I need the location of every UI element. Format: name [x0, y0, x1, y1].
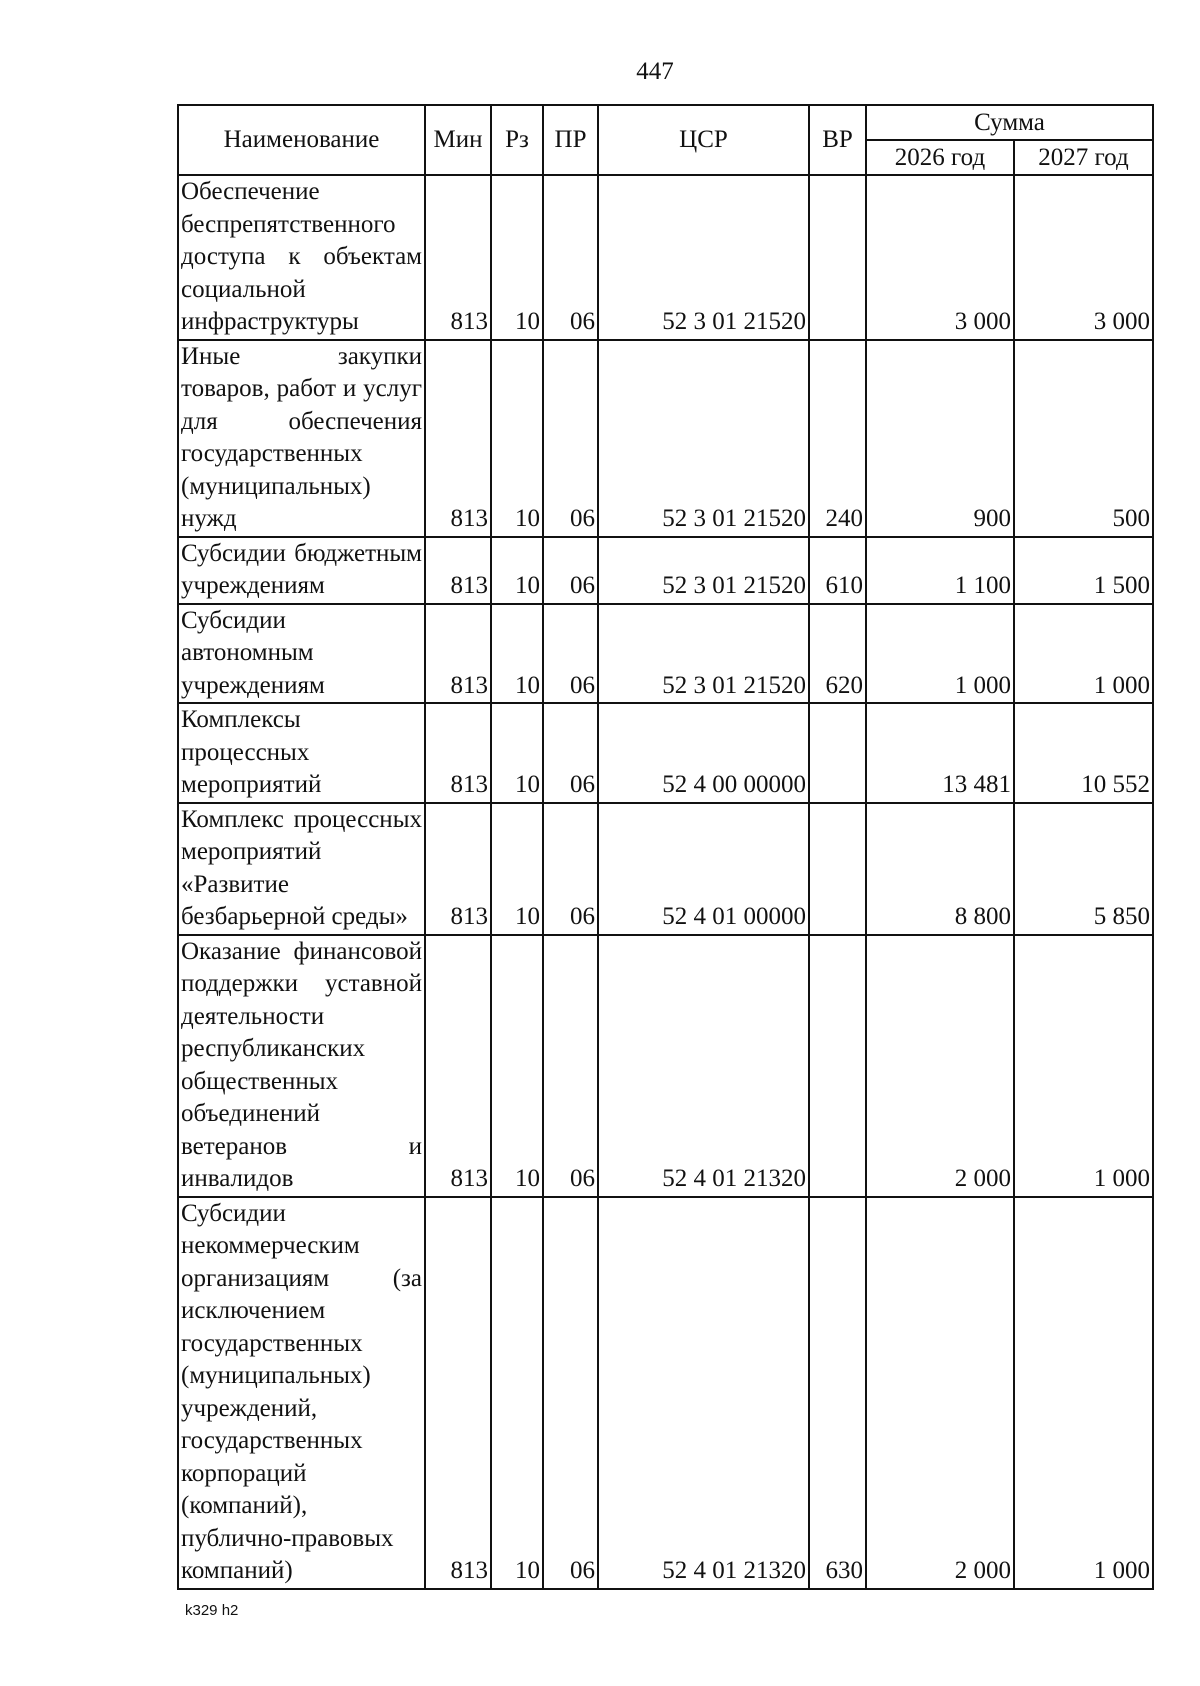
cell-2026: 13 481 [866, 703, 1014, 803]
col-header-2027: 2027 год [1014, 140, 1153, 175]
cell-2027: 1 500 [1014, 537, 1153, 604]
cell-rz: 10 [491, 935, 543, 1197]
cell-csr: 52 3 01 21520 [598, 175, 809, 340]
cell-rz: 10 [491, 604, 543, 704]
table-row [178, 1197, 1153, 1589]
cell-vr: 620 [809, 604, 866, 704]
cell-name: Комплексы процессных мероприятий [178, 703, 425, 803]
cell-min: 813 [425, 340, 491, 537]
cell-name: Субсидии автономным учреждениям [178, 604, 425, 704]
cell-vr [809, 803, 866, 935]
cell-min: 813 [425, 703, 491, 803]
cell-pr: 06 [543, 537, 598, 604]
cell-min: 813 [425, 175, 491, 340]
cell-vr: 610 [809, 537, 866, 604]
table-row [178, 935, 1153, 1197]
cell-name: Оказание финансовой поддержки уставной деятельности республиканских общественных объединений ветеранов и инвалидов [178, 935, 425, 1197]
cell-csr: 52 4 00 00000 [598, 703, 809, 803]
page-number: 447 [636, 58, 674, 85]
cell-pr: 06 [543, 604, 598, 704]
cell-vr [809, 935, 866, 1197]
cell-vr [809, 175, 866, 340]
table-row [178, 604, 1153, 704]
col-header-rz: Рз [491, 105, 543, 175]
cell-2026: 8 800 [866, 803, 1014, 935]
col-header-min: Мин [425, 105, 491, 175]
table-row [178, 803, 1153, 935]
cell-2027: 5 850 [1014, 803, 1153, 935]
footer-document-code: k329 h2 [185, 1602, 239, 1619]
cell-2027: 1 000 [1014, 1197, 1153, 1589]
col-header-name: Наименование [178, 105, 425, 175]
cell-2026: 3 000 [866, 175, 1014, 340]
cell-2026: 2 000 [866, 935, 1014, 1197]
cell-csr: 52 3 01 21520 [598, 604, 809, 704]
cell-min: 813 [425, 604, 491, 704]
col-header-vr: ВР [809, 105, 866, 175]
cell-rz: 10 [491, 537, 543, 604]
cell-csr: 52 4 01 21320 [598, 1197, 809, 1589]
cell-pr: 06 [543, 803, 598, 935]
cell-vr: 240 [809, 340, 866, 537]
cell-2027: 500 [1014, 340, 1153, 537]
table-row [178, 537, 1153, 604]
cell-csr: 52 3 01 21520 [598, 340, 809, 537]
cell-2026: 900 [866, 340, 1014, 537]
cell-2027: 10 552 [1014, 703, 1153, 803]
cell-csr: 52 4 01 21320 [598, 935, 809, 1197]
cell-rz: 10 [491, 340, 543, 537]
cell-pr: 06 [543, 175, 598, 340]
cell-name: Субсидии бюджетным учреждениям [178, 537, 425, 604]
cell-name: Обеспечение беспрепятственного доступа к объектам социальной инфраструктуры [178, 175, 425, 340]
cell-csr: 52 4 01 00000 [598, 803, 809, 935]
cell-rz: 10 [491, 1197, 543, 1589]
cell-pr: 06 [543, 935, 598, 1197]
cell-rz: 10 [491, 803, 543, 935]
col-header-sum: Сумма [866, 105, 1153, 140]
cell-pr: 06 [543, 1197, 598, 1589]
cell-rz: 10 [491, 175, 543, 340]
cell-min: 813 [425, 537, 491, 604]
col-header-csr: ЦСР [598, 105, 809, 175]
cell-2026: 1 100 [866, 537, 1014, 604]
cell-rz: 10 [491, 703, 543, 803]
table-row [178, 340, 1153, 537]
cell-pr: 06 [543, 703, 598, 803]
budget-table [177, 104, 1154, 1590]
cell-2026: 1 000 [866, 604, 1014, 704]
cell-2027: 3 000 [1014, 175, 1153, 340]
cell-name: Субсидии некоммерческим организациям (за исключением государственных (муниципальных) учреждений, государственных корпораций (компаний), публично-правовых компаний) [178, 1197, 425, 1589]
col-header-2026: 2026 год [866, 140, 1014, 175]
cell-2027: 1 000 [1014, 604, 1153, 704]
table-row [178, 175, 1153, 340]
cell-name: Иные закупки товаров, работ и услуг для обеспечения государственных (муниципальных) нужд [178, 340, 425, 537]
cell-vr: 630 [809, 1197, 866, 1589]
cell-csr: 52 3 01 21520 [598, 537, 809, 604]
cell-vr [809, 703, 866, 803]
cell-min: 813 [425, 935, 491, 1197]
col-header-pr: ПР [543, 105, 598, 175]
table-row [178, 703, 1153, 803]
cell-name: Комплекс процессных мероприятий «Развитие безбарьерной среды» [178, 803, 425, 935]
cell-min: 813 [425, 803, 491, 935]
cell-2026: 2 000 [866, 1197, 1014, 1589]
cell-2027: 1 000 [1014, 935, 1153, 1197]
cell-pr: 06 [543, 340, 598, 537]
cell-min: 813 [425, 1197, 491, 1589]
